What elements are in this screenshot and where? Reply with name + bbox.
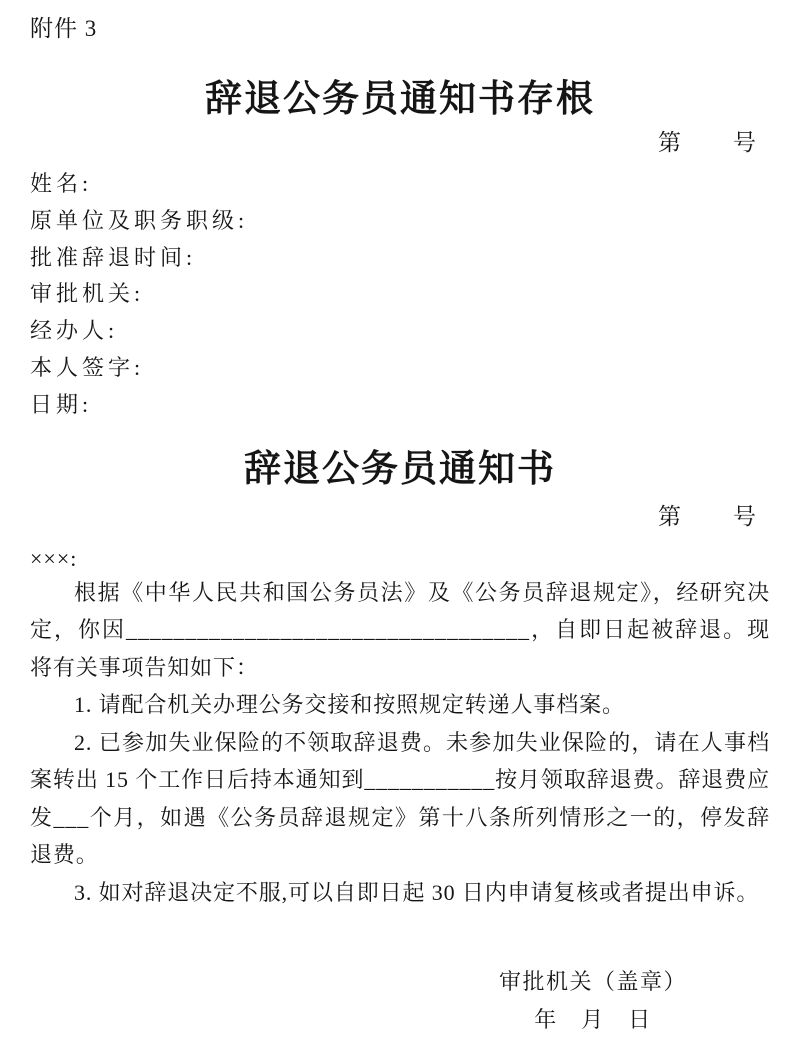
field-approved-dismissal-time: 批准辞退时间: [30,244,197,270]
field-approving-authority: 审批机关: [30,281,145,307]
stub-doc-number: 第 号 [658,130,758,155]
notice-item-1: 1. 请配合机关办理公务交接和按照规定转递人事档案。 [74,692,625,718]
attachment-label: 附件 3 [30,16,98,41]
notice-doc-number: 第 号 [658,503,758,529]
notice-title: 辞退公务员通知书 [244,448,556,490]
approving-authority-seal-line: 审批机关（盖章） [498,969,687,995]
field-name: 姓名: [30,171,93,196]
stub-title: 辞退公务员通知书存根 [205,79,595,120]
notice-item-3: 3. 如对辞退决定不服,可以自即日起 30 日内申请复核或者提出申诉。 [74,879,760,905]
signature-block [416,963,770,1038]
field-original-unit-and-position: 原单位及职务职级: [30,207,249,233]
notice-item-2: 2. 已参加失业保险的不领取辞退费。未参加失业保险的，请在人事档案转出 15 个工作日后持本通知到___________按月领取辞退费。辞退费应发___个月，如遇《公务员辞退规定》第十八条所列情形之一的，停发辞退费。 [30,729,770,868]
field-personal-signature: 本人签字: [30,354,145,380]
field-date: 日期: [30,391,93,417]
notice-paragraph-basis: 根据《中华人民共和国公务员法》及《公务员辞退规定》，经研究决定，你因__________________________________，自即日起被辞退。现将有关事项告知如下： [30,579,770,680]
date-line: 年 月 日 [534,1006,652,1032]
field-handler: 经办人: [30,318,119,344]
notice-salutation: ×××: [30,545,78,571]
stub-fields [30,166,770,424]
